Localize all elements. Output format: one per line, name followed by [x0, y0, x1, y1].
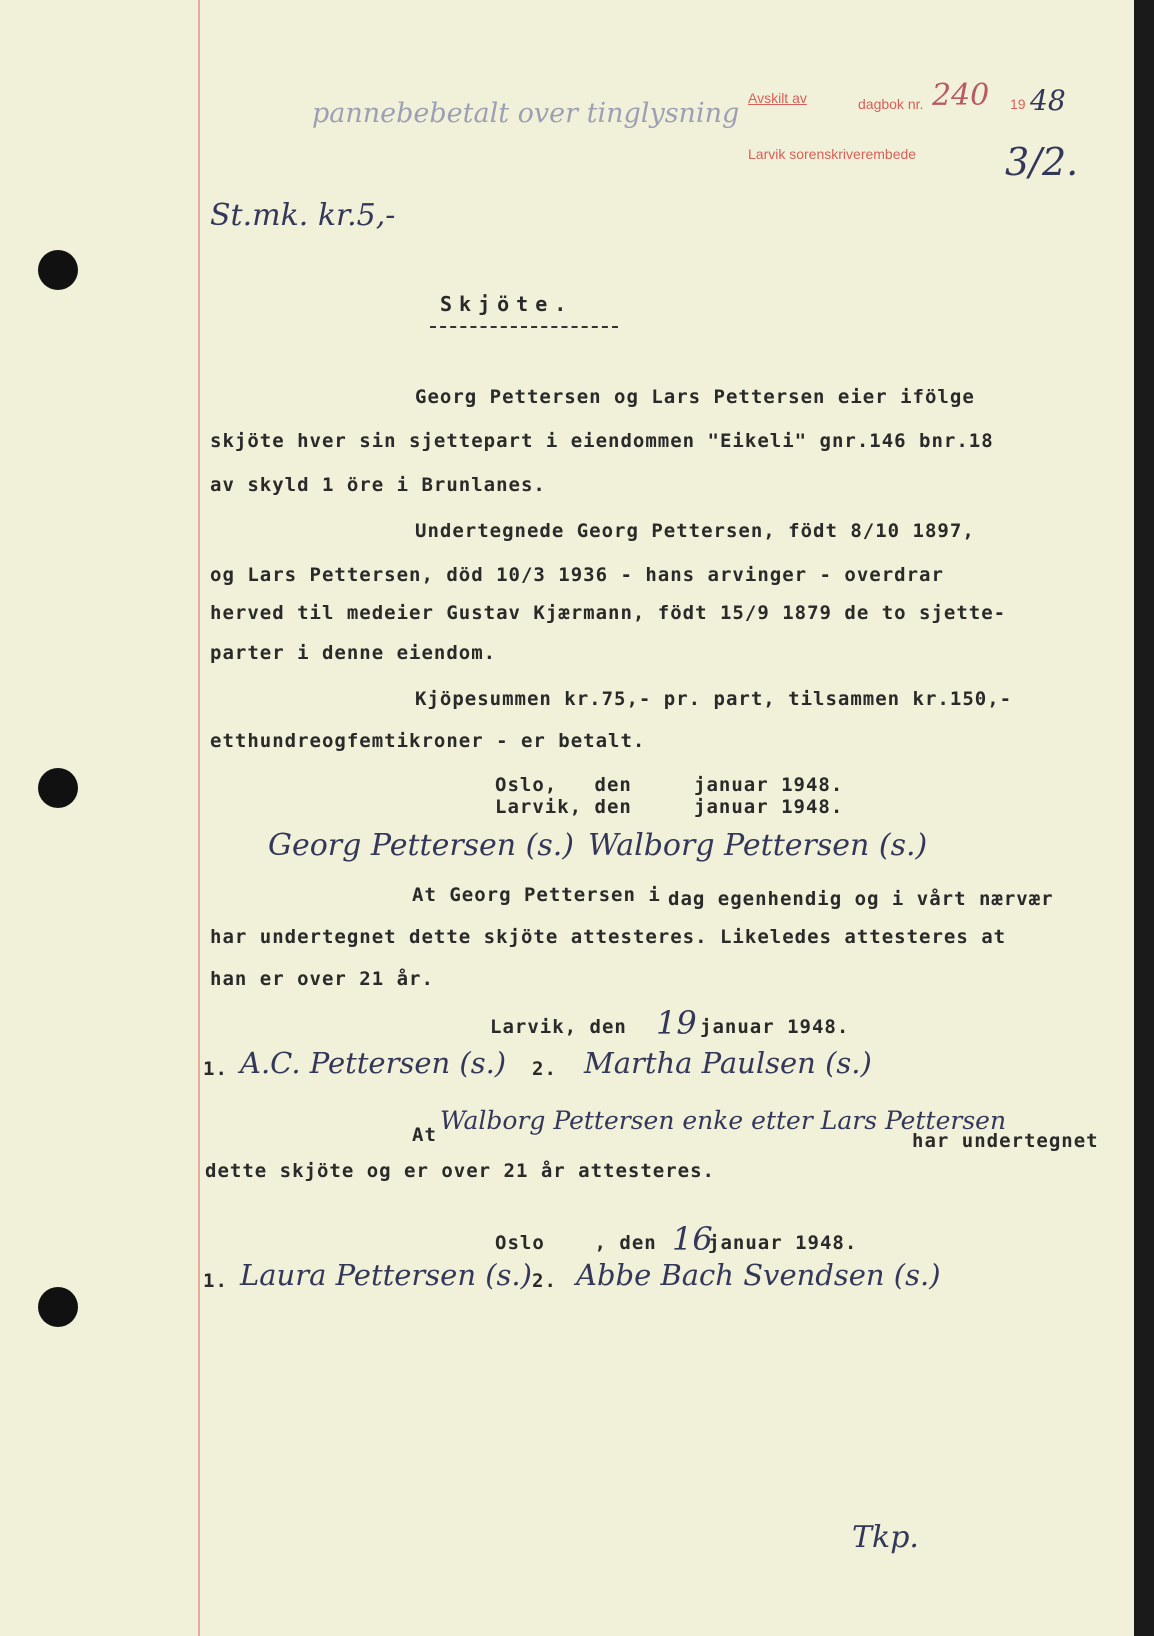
paragraph-2-line-4: parter i denne eiendom. [210, 642, 497, 664]
place-date-larvik: Larvik, den januar 1948. [495, 796, 844, 818]
stamp-date: 3/2. [1005, 140, 1079, 184]
paragraph-2-line-1: Undertegnede Georg Pettersen, födt 8/10 1897, [415, 520, 975, 542]
paragraph-2-line-2: og Lars Pettersen, död 10/3 1936 - hans arvinger - overdrar [210, 564, 944, 586]
paragraph-1-line-3: av skyld 1 öre i Brunlanes. [210, 474, 546, 496]
paragraph-3-line-2: etthundreogfemtikroner - er betalt. [210, 730, 646, 752]
punch-hole-top [38, 250, 78, 290]
attest-1-witness-1-number: 1. [203, 1058, 228, 1080]
attest-2-witness-1-signature: Laura Pettersen (s.) [240, 1258, 532, 1292]
attest-2-at: At [412, 1124, 437, 1146]
stamp-year-suffix: 48 [1030, 84, 1066, 117]
attest-1-line-1-a: At Georg Pettersen i [412, 884, 661, 906]
attest-1-date-prefix: Larvik, den [490, 1016, 627, 1038]
punch-hole-bottom [38, 1287, 78, 1327]
paragraph-1-line-1: Georg Pettersen og Lars Pettersen eier ifölge [415, 386, 975, 408]
document-title: Skjöte. [440, 292, 574, 316]
attest-2-inserted-name: Walborg Pettersen enke etter Lars Pettersen [440, 1106, 1007, 1135]
clerk-initials: Tkp. [852, 1520, 919, 1555]
attest-2-date-suffix: januar 1948. [708, 1232, 858, 1254]
header-note: pannebebetalt over tinglysning [312, 98, 740, 129]
attest-2-line-1-tail: har undertegnet [912, 1130, 1099, 1152]
stamp-dagbok-number: 240 [932, 78, 990, 113]
attest-2-witness-2-signature: Abbe Bach Svendsen (s.) [576, 1258, 941, 1292]
place-date-oslo: Oslo, den januar 1948. [495, 774, 844, 796]
stamp-dagbok-label: dagbok nr. [858, 96, 924, 112]
stamp-year-prefix: 19 [1010, 96, 1026, 112]
paragraph-1-line-2: skjöte hver sin sjettepart i eiendommen "Eikeli" gnr.146 bnr.18 [210, 430, 994, 452]
attest-2-date-prefix: Oslo , den [495, 1232, 657, 1254]
attest-1-witness-1-signature: A.C. Pettersen (s.) [240, 1046, 507, 1080]
signature-walborg: Walborg Pettersen (s.) [588, 828, 928, 863]
margin-line [198, 0, 200, 1636]
attest-1-date-suffix: januar 1948. [700, 1016, 850, 1038]
stamp-avskilt: Avskilt av [748, 90, 807, 106]
title-underline [430, 326, 618, 328]
stamp-office: Larvik sorenskriverembede [748, 146, 917, 162]
attest-1-line-3: han er over 21 år. [210, 968, 434, 990]
attest-2-date-day: 16 [672, 1220, 713, 1258]
attest-1-witness-2-number: 2. [532, 1058, 557, 1080]
attest-1-line-2: har undertegnet dette skjöte attesteres. Likeledes attesteres at [210, 926, 1007, 948]
paragraph-2-line-3: herved til medeier Gustav Kjærmann, födt 15/9 1879 de to sjette- [210, 602, 1007, 624]
attest-2-line-2: dette skjöte og er over 21 år attesteres. [205, 1160, 715, 1182]
attest-1-date-day: 19 [656, 1004, 697, 1042]
attest-2-witness-2-number: 2. [532, 1270, 557, 1292]
attest-1-line-1-b: dag egenhendig og i vårt nærvær [668, 888, 1054, 910]
paragraph-3-line-1: Kjöpesummen kr.75,- pr. part, tilsammen kr.150,- [415, 688, 1013, 710]
attest-2-witness-1-number: 1. [203, 1270, 228, 1292]
fee-note: St.mk. kr.5,- [210, 198, 396, 233]
punch-hole-middle [38, 768, 78, 808]
attest-1-witness-2-signature: Martha Paulsen (s.) [584, 1046, 872, 1080]
signature-georg: Georg Pettersen (s.) [268, 828, 575, 863]
